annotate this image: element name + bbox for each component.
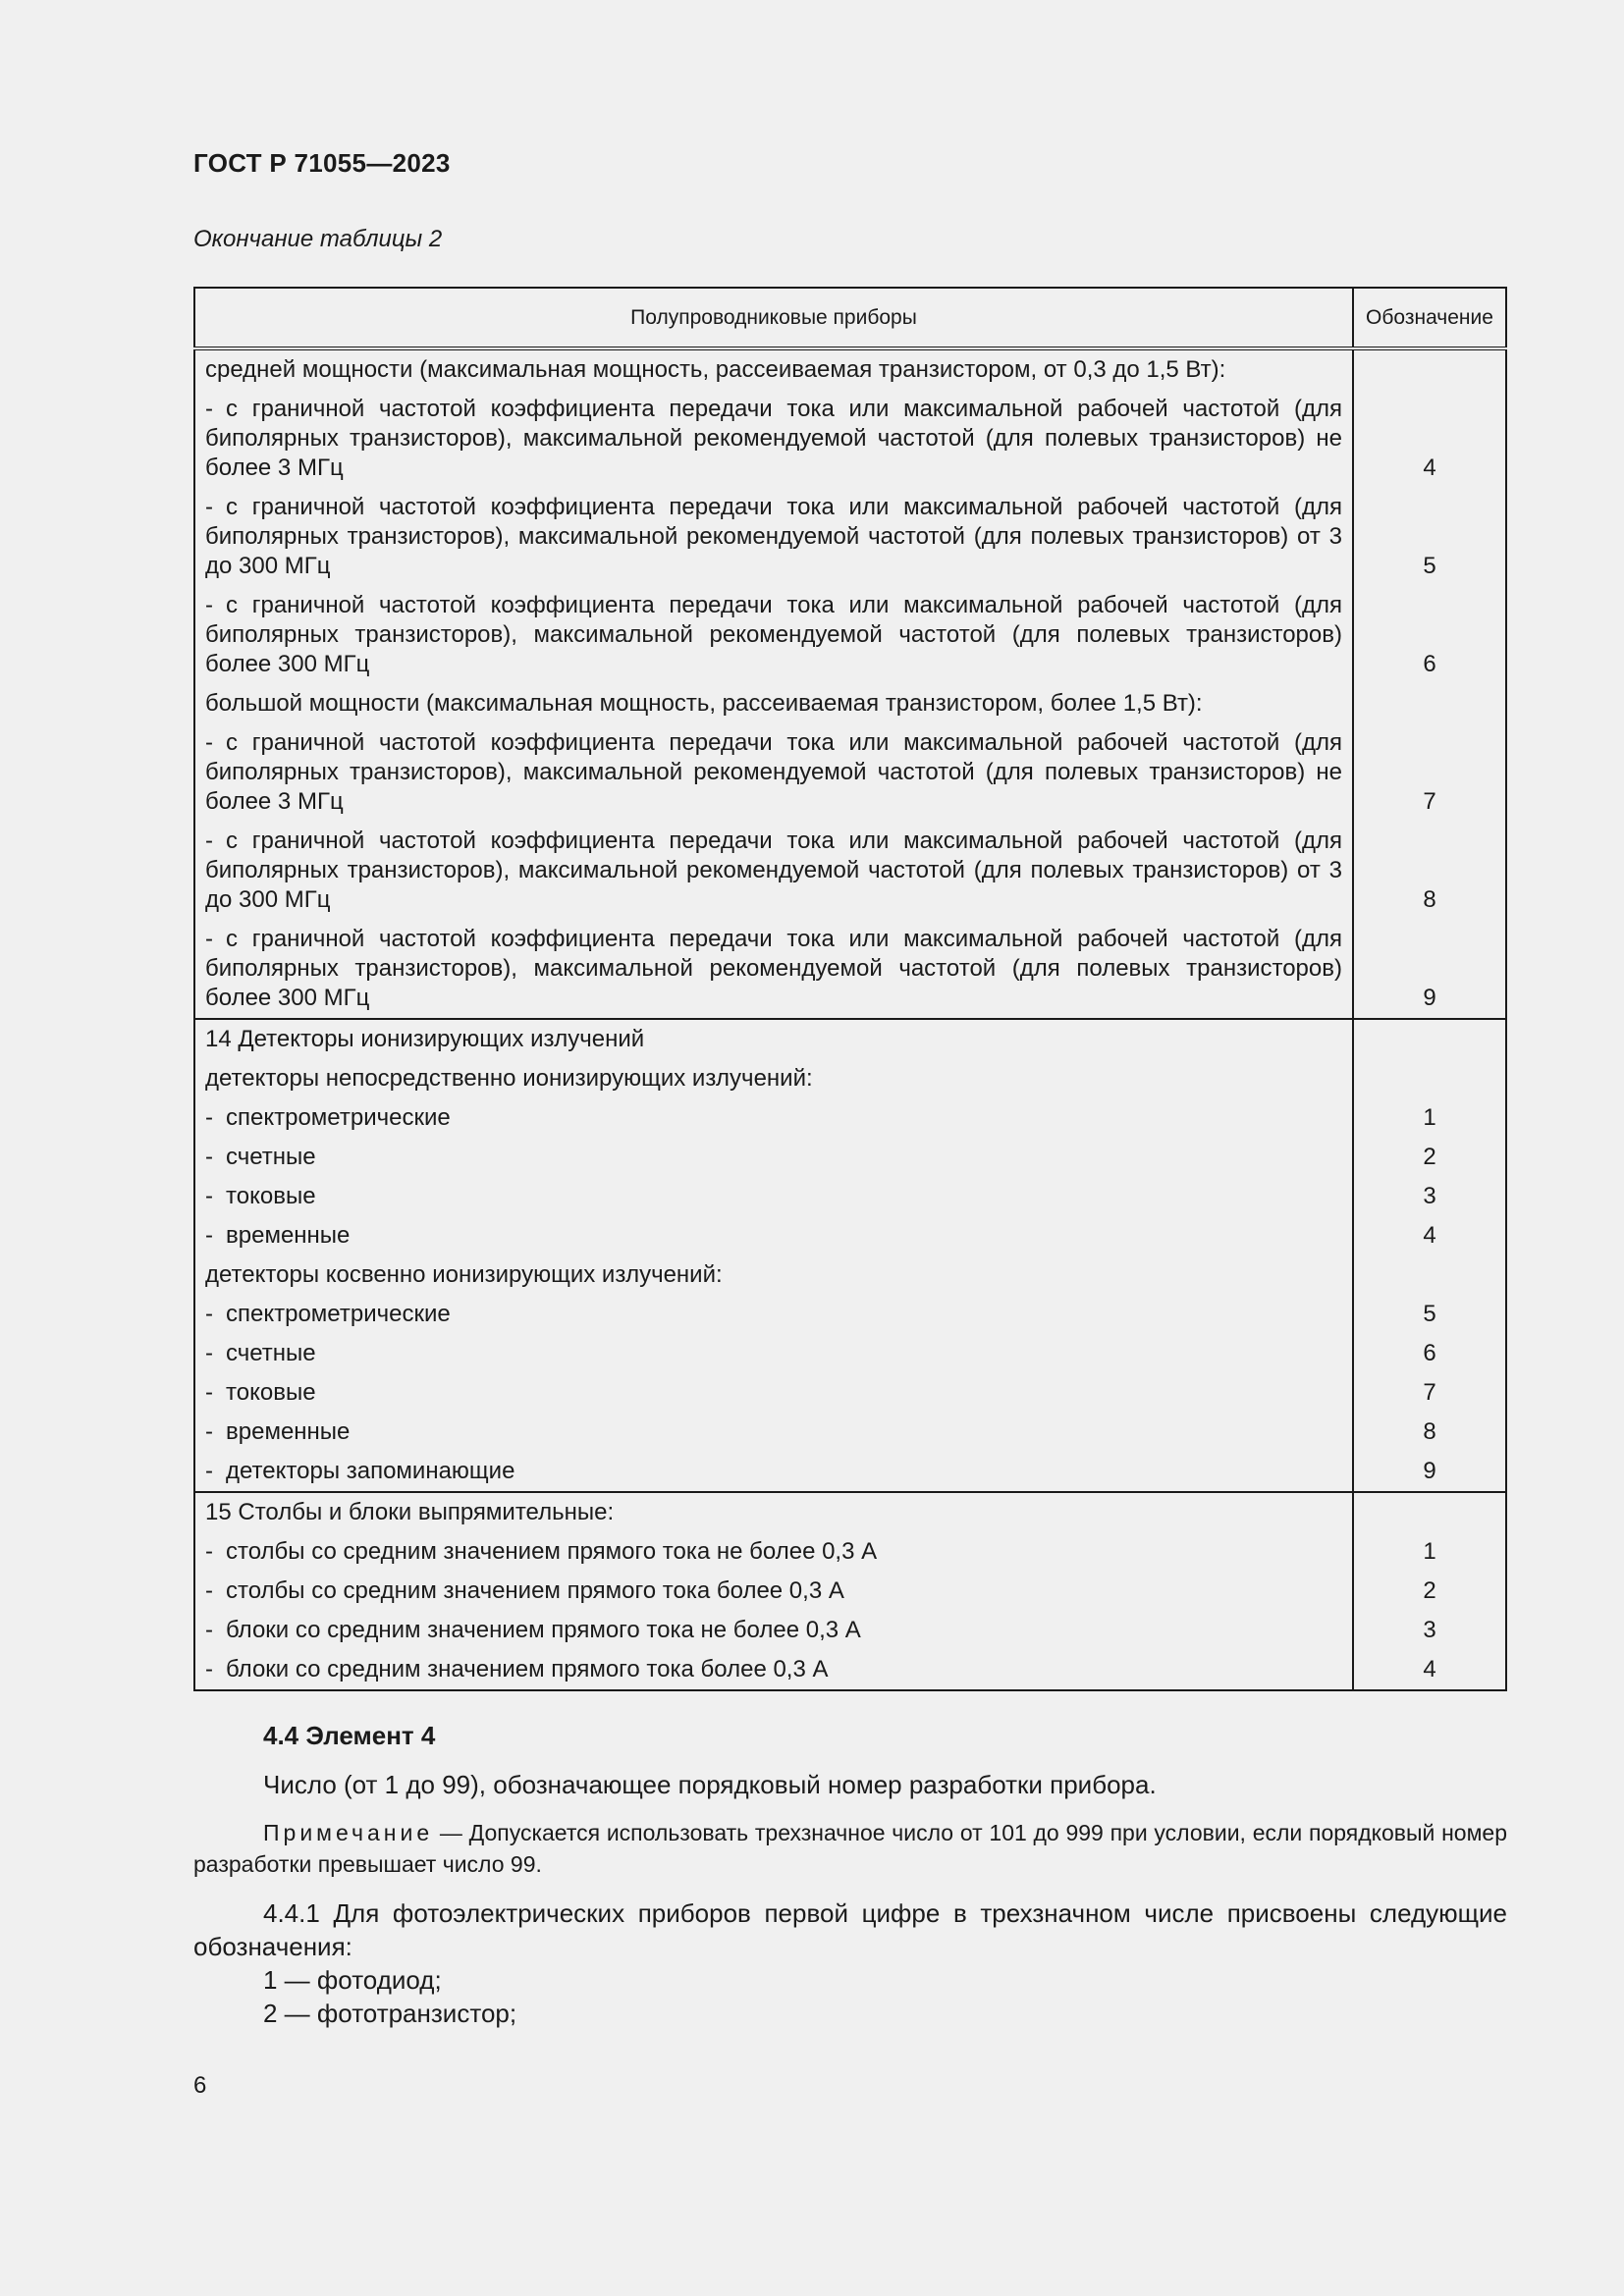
table-row [194, 1098, 1506, 1138]
table-row [194, 1611, 1506, 1650]
row-description [194, 1532, 1353, 1572]
table-row [194, 1059, 1506, 1098]
row-code [1353, 1492, 1506, 1532]
table-row [194, 1216, 1506, 1255]
table-row [194, 1255, 1506, 1295]
row-description [194, 488, 1353, 586]
dash-bullet: - [205, 1458, 213, 1484]
row-description [194, 1216, 1353, 1255]
row-text: детекторы непосредственно ионизирующих излучений: [205, 1065, 813, 1092]
document-code: ГОСТ Р 71055—2023 [193, 148, 451, 178]
row-text: большой мощности (максимальная мощность, рассеиваемая транзистором, более 1,5 Вт): [205, 690, 1203, 717]
row-code [1353, 1019, 1506, 1059]
note-label: Примечание [263, 1820, 434, 1845]
column-header-designation: Обозначение [1353, 288, 1506, 348]
row-code: 8 [1353, 1413, 1506, 1452]
note [193, 1817, 1507, 1880]
column-header-devices: Полупроводниковые приборы [194, 288, 1353, 348]
list-item: 1 — фотодиод; [263, 1965, 442, 1995]
row-code: 4 [1353, 1650, 1506, 1690]
row-description [194, 684, 1353, 723]
dash-bullet: - [205, 592, 213, 618]
row-code: 2 [1353, 1572, 1506, 1611]
row-description [194, 348, 1353, 390]
table-row [194, 1019, 1506, 1059]
row-code: 9 [1353, 1452, 1506, 1492]
row-code: 4 [1353, 390, 1506, 488]
row-description [194, 1177, 1353, 1216]
dash-bullet: - [205, 828, 213, 854]
section-heading: 4.4 Элемент 4 [263, 1721, 436, 1750]
row-description [194, 1334, 1353, 1373]
row-code: 5 [1353, 1295, 1506, 1334]
row-code [1353, 684, 1506, 723]
row-text: с граничной частотой коэффициента передачи тока или максимальной рабочей частотой (для биполярных транзисторов), максимальной рекомендуемой частотой (для полевых транзисторов) от 3 до 300 МГц [205, 828, 1342, 913]
row-description [194, 1059, 1353, 1098]
dash-bullet: - [205, 1538, 213, 1565]
table-row [194, 1492, 1506, 1532]
row-description [194, 586, 1353, 684]
row-text: 14 Детекторы ионизирующих излучений [205, 1026, 645, 1052]
row-code: 1 [1353, 1532, 1506, 1572]
row-code: 7 [1353, 723, 1506, 822]
dash-bullet: - [205, 494, 213, 520]
section-paragraph: Число (от 1 до 99), обозначающее порядковый номер разработки прибора. [263, 1770, 1157, 1799]
row-text: с граничной частотой коэффициента передачи тока или максимальной рабочей частотой (для биполярных транзисторов), максимальной рекомендуемой частотой (для полевых транзисторов) не более 3 МГц [205, 729, 1342, 815]
table-header-row [194, 288, 1506, 348]
table-row [194, 1572, 1506, 1611]
table-row [194, 723, 1506, 822]
row-description [194, 1373, 1353, 1413]
row-description [194, 1452, 1353, 1492]
row-code: 5 [1353, 488, 1506, 586]
dash-bullet: - [205, 1183, 213, 1209]
subsection-paragraph: 4.4.1 Для фотоэлектрических приборов первой цифре в трехзначном числе присвоены следующие обозначения: [193, 1898, 1507, 1961]
row-description [194, 723, 1353, 822]
dash-bullet: - [205, 926, 213, 952]
row-code: 3 [1353, 1177, 1506, 1216]
table-row [194, 684, 1506, 723]
row-text: временные [226, 1222, 351, 1249]
row-code: 2 [1353, 1138, 1506, 1177]
row-text: с граничной частотой коэффициента передачи тока или максимальной рабочей частотой (для биполярных транзисторов), максимальной рекомендуемой частотой (для полевых транзисторов) не более 3 МГц [205, 396, 1342, 481]
row-text: спектрометрические [226, 1301, 451, 1327]
table-row [194, 1334, 1506, 1373]
row-description [194, 1019, 1353, 1059]
table-row [194, 1452, 1506, 1492]
row-description [194, 1255, 1353, 1295]
table-row [194, 488, 1506, 586]
row-code: 4 [1353, 1216, 1506, 1255]
row-description [194, 1611, 1353, 1650]
table-body [194, 348, 1506, 1690]
row-code [1353, 1255, 1506, 1295]
row-code: 6 [1353, 1334, 1506, 1373]
row-description [194, 1098, 1353, 1138]
row-description [194, 1572, 1353, 1611]
table-row [194, 586, 1506, 684]
table-row [194, 1177, 1506, 1216]
row-description [194, 390, 1353, 488]
row-text: 15 Столбы и блоки выпрямительные: [205, 1499, 615, 1525]
dash-bullet: - [205, 396, 213, 422]
row-text: средней мощности (максимальная мощность, рассеиваемая транзистором, от 0,3 до 1,5 Вт): [205, 356, 1226, 383]
dash-bullet: - [205, 1222, 213, 1249]
row-description [194, 822, 1353, 920]
row-text: с граничной частотой коэффициента передачи тока или максимальной рабочей частотой (для биполярных транзисторов), максимальной рекомендуемой частотой (для полевых транзисторов) от 3 до 300 МГц [205, 494, 1342, 579]
table-row [194, 1373, 1506, 1413]
row-description [194, 1138, 1353, 1177]
row-text: блоки со средним значением прямого тока не более 0,3 А [226, 1617, 861, 1643]
note-text: — Допускается использовать трехзначное число от 101 до 999 при условии, если порядковый номер разработки превышает число 99. [193, 1820, 1507, 1877]
row-code [1353, 1059, 1506, 1098]
dash-bullet: - [205, 729, 213, 756]
list-item: 2 — фототранзистор; [263, 1999, 517, 2028]
dash-bullet: - [205, 1418, 213, 1445]
row-text: спектрометрические [226, 1104, 451, 1131]
dash-bullet: - [205, 1617, 213, 1643]
row-code: 8 [1353, 822, 1506, 920]
row-description [194, 1492, 1353, 1532]
row-code: 7 [1353, 1373, 1506, 1413]
row-code [1353, 348, 1506, 390]
row-description [194, 920, 1353, 1019]
row-text: токовые [226, 1183, 316, 1209]
row-text: счетные [226, 1144, 316, 1170]
table-row [194, 348, 1506, 390]
row-text: детекторы косвенно ионизирующих излучений: [205, 1261, 723, 1288]
page-number: 6 [193, 2072, 207, 2099]
row-description [194, 1295, 1353, 1334]
designation-table [193, 287, 1507, 1691]
table-row [194, 1138, 1506, 1177]
dash-bullet: - [205, 1144, 213, 1170]
table-row [194, 390, 1506, 488]
row-text: с граничной частотой коэффициента передачи тока или максимальной рабочей частотой (для биполярных транзисторов), максимальной рекомендуемой частотой (для полевых транзисторов) более 300 МГц [205, 592, 1342, 677]
row-text: столбы со средним значением прямого тока не более 0,3 А [226, 1538, 878, 1565]
dash-bullet: - [205, 1577, 213, 1604]
table-row [194, 1532, 1506, 1572]
table-row [194, 1295, 1506, 1334]
row-text: столбы со средним значением прямого тока более 0,3 А [226, 1577, 844, 1604]
row-code: 6 [1353, 586, 1506, 684]
dash-bullet: - [205, 1301, 213, 1327]
row-description [194, 1650, 1353, 1690]
table-row [194, 920, 1506, 1019]
row-code: 3 [1353, 1611, 1506, 1650]
row-text: с граничной частотой коэффициента передачи тока или максимальной рабочей частотой (для биполярных транзисторов), максимальной рекомендуемой частотой (для полевых транзисторов) более 300 МГц [205, 926, 1342, 1011]
row-code: 1 [1353, 1098, 1506, 1138]
row-text: счетные [226, 1340, 316, 1366]
row-text: временные [226, 1418, 351, 1445]
table-caption: Окончание таблицы 2 [193, 226, 443, 252]
row-text: детекторы запоминающие [226, 1458, 515, 1484]
row-text: токовые [226, 1379, 316, 1406]
dash-bullet: - [205, 1379, 213, 1406]
table-row [194, 1650, 1506, 1690]
row-code: 9 [1353, 920, 1506, 1019]
dash-bullet: - [205, 1656, 213, 1682]
row-text: блоки со средним значением прямого тока более 0,3 А [226, 1656, 829, 1682]
dash-bullet: - [205, 1104, 213, 1131]
dash-bullet: - [205, 1340, 213, 1366]
table-row [194, 822, 1506, 920]
row-description [194, 1413, 1353, 1452]
table-row [194, 1413, 1506, 1452]
